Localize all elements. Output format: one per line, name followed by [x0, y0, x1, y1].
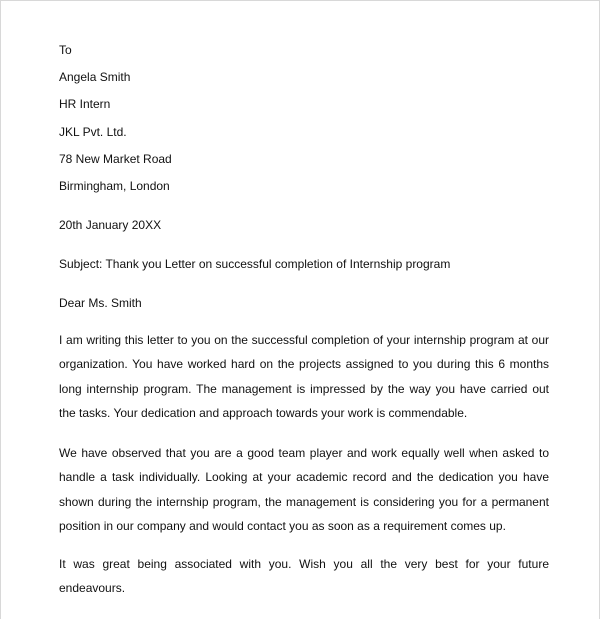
- closing-paragraph: It was great being associated with you. Wish you all the very best for your future endeavours.: [59, 557, 549, 596]
- recipient-street: 78 New Market Road: [59, 152, 172, 166]
- recipient-title: HR Intern: [59, 97, 111, 111]
- recipient-name: Angela Smith: [59, 70, 131, 84]
- body-paragraph: We have observed that you are a good team player and work equally well when asked to handle a task individually. Looking at your academic record and the dedication you have shown during the internship program, the management is considering you for a permanent position in our company and would contact you as soon as a requirement comes up.: [59, 446, 549, 533]
- letter-subject: Subject: Thank you Letter on successful completion of Internship program: [59, 257, 451, 271]
- body-paragraph: I am writing this letter to you on the successful completion of your internship program at our organization. You have worked hard on the projects assigned to you during this 6 months long internship program. The management is impressed by the way you have carried out the tasks. Your dedication and approach towards your work is commendable.: [59, 333, 549, 420]
- recipient-to: To: [59, 43, 72, 57]
- letter-date: 20th January 20XX: [59, 218, 162, 232]
- recipient-city: Birmingham, London: [59, 179, 170, 193]
- letter-salutation: Dear Ms. Smith: [59, 296, 142, 310]
- recipient-company: JKL Pvt. Ltd.: [59, 125, 127, 139]
